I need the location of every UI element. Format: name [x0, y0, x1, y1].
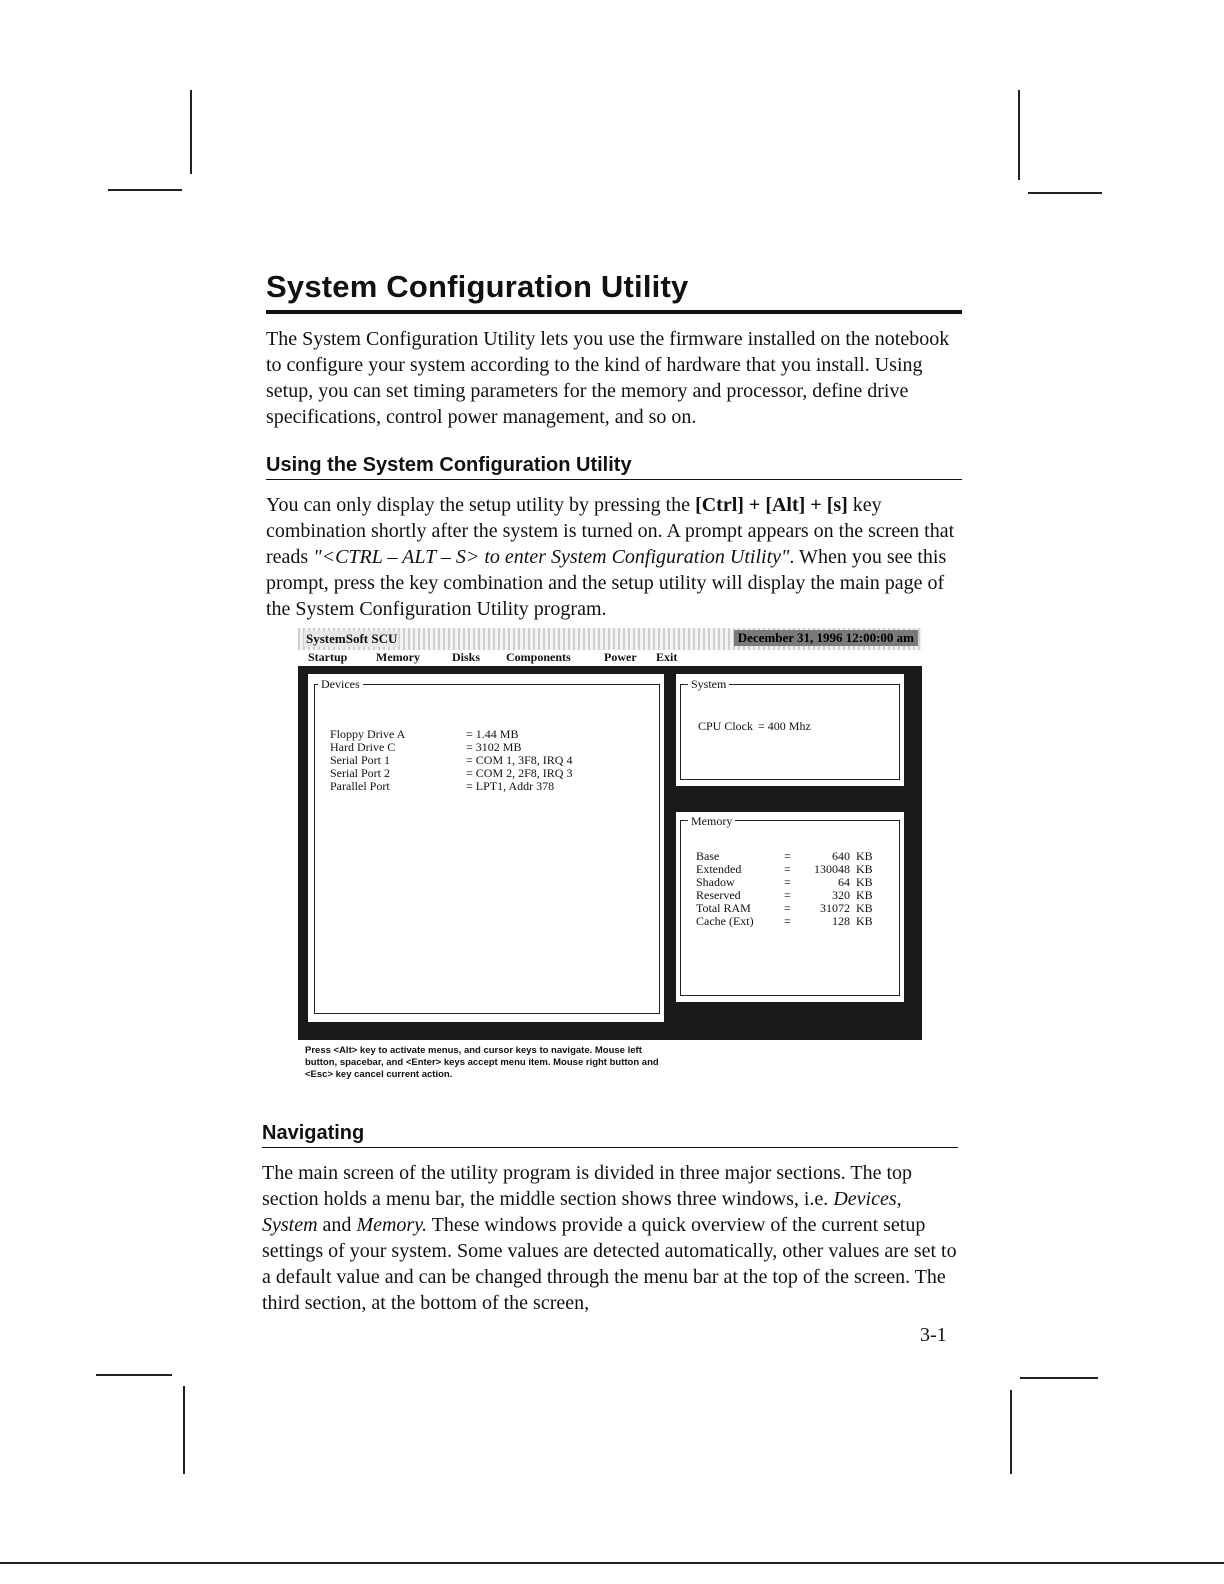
nav-window-names: Devices, System [262, 1188, 902, 1236]
memory-unit: KB [856, 875, 873, 889]
memory-unit: KB [856, 901, 873, 915]
status-line: Press <Alt> key to activate menus, and cursor keys to navigate. Mouse left [305, 1045, 642, 1056]
section-heading-navigating: Navigating [262, 1120, 958, 1148]
page-number: 3-1 [920, 1324, 947, 1346]
intro-paragraph: The System Configuration Utility lets you use the firmware installed on the notebook to configure your system according to the kind of hardware that you install. Using setup, you can set timing parameters for the memory and processor, define drive specifications, control power management, and so on. [266, 328, 950, 428]
memory-label: Cache (Ext) [696, 914, 754, 928]
page-title: System Configuration Utility [266, 268, 962, 314]
devices-panel [308, 674, 664, 1022]
using-text-a: You can only display the setup utility by pressing the [266, 494, 696, 516]
memory-label: Total RAM [696, 901, 751, 915]
memory-value: 130048 [814, 862, 850, 876]
devices-title: Devices [318, 677, 363, 692]
crop-mark [108, 189, 182, 191]
memory-eq: = [784, 901, 791, 915]
memory-eq: = [784, 862, 791, 876]
cpu-clock-label: CPU Clock [698, 719, 754, 733]
device-label: Parallel Port [330, 779, 390, 793]
memory-label: Extended [696, 862, 742, 876]
crop-mark [1028, 192, 1102, 194]
memory-label: Shadow [696, 875, 735, 889]
memory-eq: = [784, 849, 791, 863]
nav-text-a: The main screen of the utility program is divided in three major sections. The top section holds a menu bar, the middle section shows three windows, i.e. [262, 1162, 913, 1210]
memory-unit: KB [856, 888, 873, 902]
navigating-paragraph [262, 1160, 962, 1316]
nav-window-memory: Memory. [356, 1214, 427, 1236]
using-text-b: key combination shortly after the system is turned on. A prompt appears on the screen that reads [266, 494, 955, 568]
device-value: = 3102 MB [466, 740, 522, 754]
crop-mark [96, 1374, 172, 1376]
memory-unit: KB [856, 849, 873, 863]
status-line: button, spacebar, and <Enter> keys accept menu item. Mouse right button and [305, 1057, 659, 1068]
section-heading-using: Using the System Configuration Utility [266, 452, 962, 480]
device-label: Serial Port 1 [330, 753, 390, 767]
crop-mark [190, 90, 192, 174]
memory-value: 320 [832, 888, 850, 902]
memory-label: Base [696, 849, 720, 863]
menu-power[interactable]: Power [604, 650, 637, 664]
crop-mark [1020, 1377, 1098, 1379]
scu-title-bar [298, 628, 922, 650]
memory-label: Reserved [696, 888, 741, 902]
device-label: Serial Port 2 [330, 766, 390, 780]
memory-eq: = [784, 888, 791, 902]
cpu-clock-value: = 400 Mhz [758, 719, 811, 733]
memory-value: 31072 [820, 901, 850, 915]
device-value: = COM 2, 2F8, IRQ 3 [466, 766, 573, 780]
memory-value: 128 [832, 914, 850, 928]
using-text-c: . When you see this prompt, press the key combination and the setup utility will display the main page of the System Configuration Utility program. [266, 546, 947, 620]
prompt-text: "<CTRL – ALT – S> to enter System Configuration Utility" [313, 546, 790, 568]
device-value: = LPT1, Addr 378 [466, 779, 555, 793]
memory-unit: KB [856, 862, 873, 876]
crop-mark [1010, 1390, 1012, 1474]
device-label: Floppy Drive A [330, 727, 406, 741]
using-paragraph [266, 492, 966, 622]
system-panel [676, 674, 904, 786]
datetime: December 31, 1996 12:00:00 am [734, 630, 918, 646]
key-combo: [Ctrl] + [Alt] + [s] [695, 494, 848, 516]
memory-unit: KB [856, 914, 873, 928]
memory-eq: = [784, 914, 791, 928]
device-label: Hard Drive C [330, 740, 396, 754]
crop-mark [183, 1386, 185, 1474]
device-value: = 1.44 MB [466, 727, 519, 741]
nav-and: and [317, 1214, 357, 1236]
scu-screenshot [298, 628, 922, 1040]
system-title: System [688, 677, 729, 692]
menu-components[interactable]: Components [506, 650, 571, 664]
app-title: SystemSoft SCU [306, 631, 398, 646]
memory-title: Memory [688, 814, 735, 829]
menu-startup[interactable]: Startup [308, 650, 348, 664]
memory-value: 640 [832, 849, 850, 863]
memory-value: 64 [838, 875, 850, 889]
menu-memory[interactable]: Memory [376, 650, 420, 664]
scu-menu-bar [298, 650, 922, 666]
scu-screen [298, 666, 922, 1040]
device-value: = COM 1, 3F8, IRQ 4 [466, 753, 573, 767]
memory-panel [676, 812, 904, 1002]
nav-text-b: These windows provide a quick overview of the current setup settings of your system. Some values are detected automatically, other values are set to a default value and can be changed through the menu bar at the top of the screen. The third section, at the bottom of the screen, [262, 1214, 957, 1314]
bottom-rule [0, 1562, 1224, 1564]
menu-disks[interactable]: Disks [452, 650, 481, 664]
menu-exit[interactable]: Exit [656, 650, 678, 664]
crop-mark [1018, 90, 1020, 180]
status-help [305, 1045, 745, 1081]
memory-eq: = [784, 875, 791, 889]
status-line: <Esc> key cancel current action. [305, 1069, 453, 1080]
